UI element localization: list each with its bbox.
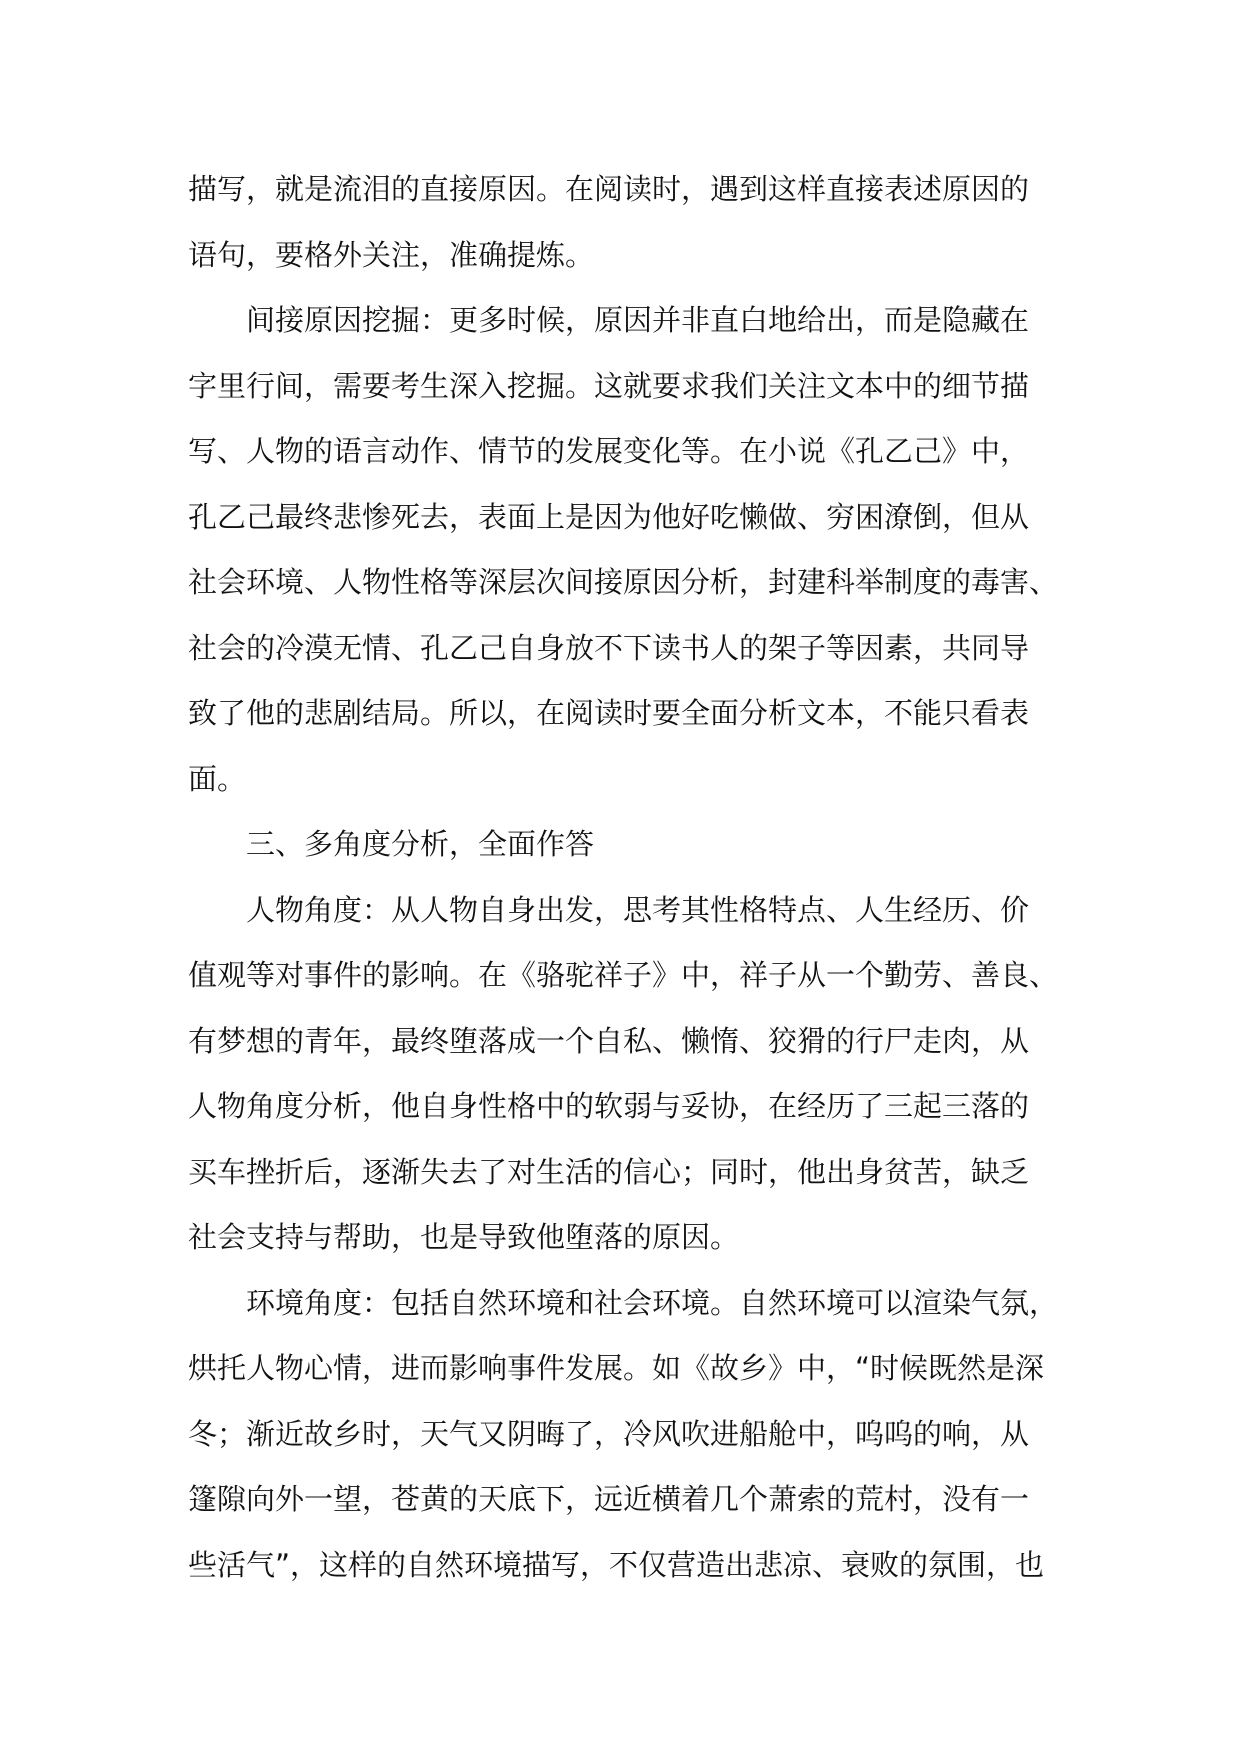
text-line: 人物角度：从人物自身出发，思考其性格特点、人生经历、价 (246, 892, 1030, 927)
text-line: 语句，要格外关注，准确提炼。 (188, 237, 595, 272)
text-line: 冬；渐近故乡时，天气又阴晦了，冷风吹进船舱中，呜呜的响，从 (188, 1416, 1030, 1451)
text-line: 些活气”，这样的自然环境描写，不仅营造出悲凉、衰败的氛围，也 (188, 1547, 1045, 1582)
text-line: 致了他的悲剧结局。所以，在阅读时要全面分析文本，不能只看表 (188, 696, 1030, 730)
text-line: 写、人物的语言动作、情节的发展变化等。在小说《孔乙己》中， (188, 434, 1030, 468)
text-line: 烘托人物心情，进而影响事件发展。如《故乡》中，“时候既然是深 (188, 1351, 1045, 1385)
text-line: 买车挫折后，逐渐失去了对生活的信心；同时，他出身贫苦，缺乏 (188, 1154, 1030, 1189)
text-line: 三、多角度分析，全面作答 (246, 827, 595, 861)
text-line: 孔乙己最终悲惨死去，表面上是因为他好吃懒做、穷困潦倒，但从 (188, 499, 1030, 534)
text-line: 社会的冷漠无情、孔乙己自身放不下读书人的架子等因素，共同导 (188, 630, 1030, 665)
text-line: 社会支持与帮助，也是导致他堕落的原因。 (188, 1220, 740, 1254)
text-line: 有梦想的青年，最终堕落成一个自私、懒惰、狡猾的行尸走肉，从 (188, 1023, 1030, 1058)
text-line: 描写，就是流泪的直接原因。在阅读时，遇到这样直接表述原因的 (188, 172, 1030, 206)
body-text (188, 157, 1068, 1598)
text-line: 面。 (188, 761, 247, 796)
text-line: 间接原因挖掘：更多时候，原因并非直白地给出，而是隐藏在 (246, 303, 1030, 337)
text-line: 人物角度分析，他自身性格中的软弱与妥协，在经历了三起三落的 (188, 1089, 1030, 1123)
text-line: 社会环境、人物性格等深层次间接原因分析，封建科举制度的毒害、 (188, 565, 1059, 599)
text-line: 篷隙向外一望，苍黄的天底下，远近横着几个萧索的荒村，没有一 (188, 1482, 1030, 1516)
text-line: 字里行间，需要考生深入挖掘。这就要求我们关注文本中的细节描 (188, 368, 1030, 403)
text-line: 值观等对事件的影响。在《骆驼祥子》中，祥子从一个勤劳、善良、 (188, 958, 1059, 992)
text-line: 环境角度：包括自然环境和社会环境。自然环境可以渲染气氛， (246, 1285, 1059, 1320)
